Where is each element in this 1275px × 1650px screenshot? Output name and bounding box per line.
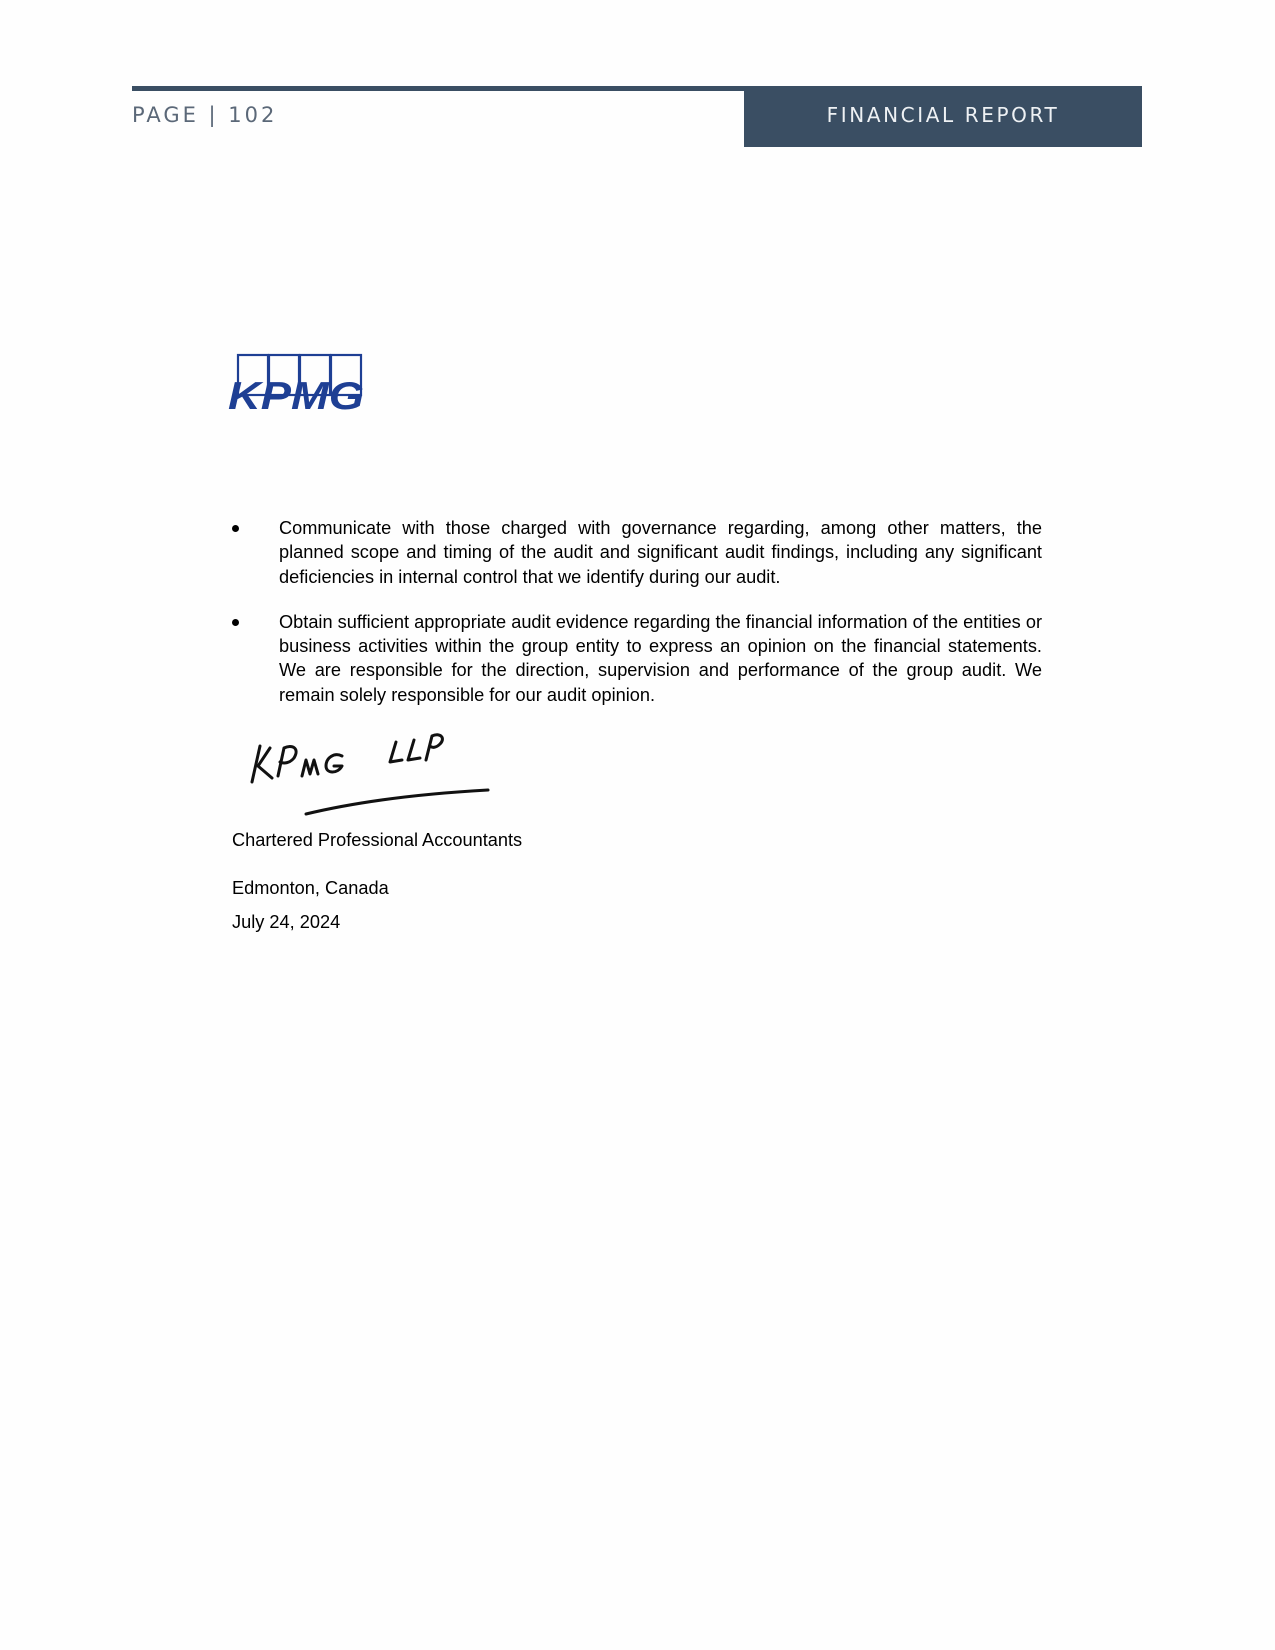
signer-designation: Chartered Professional Accountants: [232, 830, 523, 850]
svg-text:KPMG: KPMG: [228, 375, 364, 411]
signing-date: July 24, 2024: [232, 912, 341, 932]
handwritten-signature: [246, 732, 494, 820]
list-item: [228, 516, 1042, 589]
list-item-text: Obtain sufficient appropriate audit evidence regarding the financial information of the entities or business activities within the group entity to express an opinion on the financial statements. We are responsible for the direction, supervision and performance of the group audit. We remain solely responsible for our audit opinion.: [279, 611, 1042, 705]
bullet-icon: [232, 619, 239, 626]
section-title: FINANCIAL REPORT: [744, 86, 1142, 147]
signing-location: Edmonton, Canada: [232, 878, 389, 898]
kpmg-logo: [228, 353, 368, 411]
page-number: PAGE | 102: [132, 103, 278, 127]
audit-responsibilities-list: [228, 516, 1042, 728]
bullet-icon: [232, 525, 239, 532]
list-item-text: Communicate with those charged with governance regarding, among other matters, the planned scope and timing of the audit and significant audit findings, including any significant deficiencies in internal control that we identify during our audit.: [279, 518, 1042, 587]
list-item: [228, 610, 1042, 707]
